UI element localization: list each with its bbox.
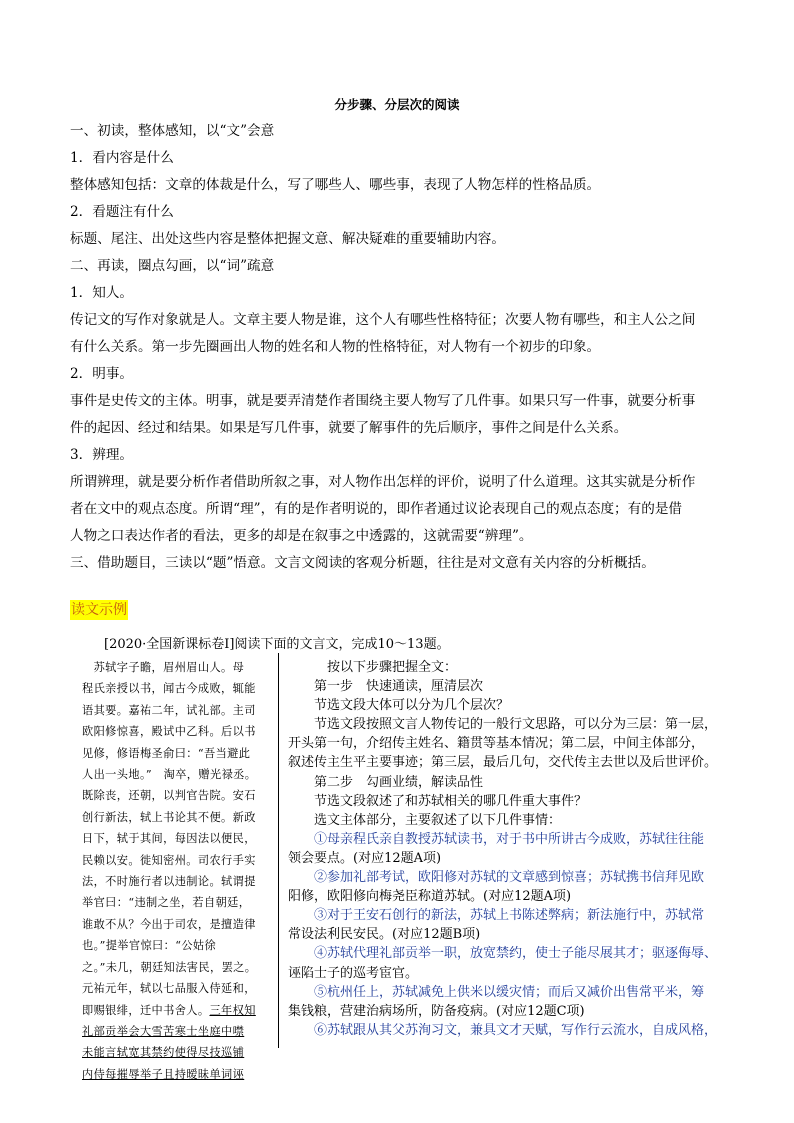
classical-text-column — [82, 657, 274, 1085]
classical-text-line: 既除丧，还朝，以判官告院。安石 — [82, 789, 256, 803]
analysis-text-line: 领会要点。(对应12题A项) — [288, 850, 442, 866]
classical-text-line: 人出一头地。” 淘卒，赠光禄丞。 — [82, 768, 257, 782]
analysis-text-line: 阳修，欧阳修向梅尧臣称道苏轼。(对应12题A项) — [288, 889, 572, 905]
analysis-text-line: 节选文段按照文言人物传记的一般行文思路，可以分为三层：第一层， — [288, 717, 718, 733]
classical-text-line: 也。”提举官惊曰：“公姑徐 — [82, 939, 217, 953]
classical-text-line: 之。”未几，朝廷知法害民，罢之。 — [82, 960, 257, 974]
analysis-point-line: ⑤杭州任上，苏轼减免上供米以缓灾情；而后又减价出售常平米，筹 — [288, 984, 705, 1000]
subheading-notes: 2．看题注有什么 — [70, 204, 174, 220]
classical-text-line: 创行新法，轼上书论其不便。新政 — [82, 810, 256, 824]
classical-text-line: 法，不时施行者以违制论。轼谓提 — [82, 875, 256, 889]
analysis-text-line: 叙述传主生平主要事迹；第三层，最后几句，交代传主去世以及后世评价。 — [288, 755, 718, 771]
classical-text-line: 语其要。嘉祐二年，试礼部。主司 — [82, 703, 256, 717]
analysis-point-line: ④苏轼代理礼部贡举一职，放宽禁约，使士子能尽展其才；驱逐侮辱、 — [288, 946, 718, 962]
classical-text-line: 日下，轼于其间，每因法以便民， — [82, 832, 256, 846]
paragraph-line: 件的起因、经过和结果。如果是写几件事，就要了解事件的先后顺序，事件之间是什么关系。 — [70, 420, 628, 436]
analysis-text-line: 开头第一句，介绍传主姓名、籍贯等基本情况；第二层，中间主体部分， — [288, 736, 705, 752]
analysis-text-line: 节选文段叙述了和苏轼相关的哪几件重大事件？ — [288, 793, 588, 809]
classical-text-line-partial-underline — [82, 1000, 274, 1021]
analysis-point-line: ①母亲程氏亲自教授苏轼读书，对于书中所讲古今成败，苏轼往往能 — [288, 831, 705, 847]
underlined-segment: 三年权知 — [209, 1003, 256, 1017]
exercise-source-line: [2020·全国新课标卷Ⅰ]阅读下面的文言文，完成10～13题。 — [104, 637, 450, 652]
underlined-text-line: 内侍每摧辱举子且持暧昧单词诬 — [82, 1067, 245, 1081]
analysis-text-line: 第二步 勾画业绩，解读品性 — [288, 774, 484, 790]
subheading-content: 1．看内容是什么 — [70, 150, 174, 166]
paragraph-content: 整体感知包括：文章的体裁是什么，写了哪些人、哪些事，表现了人物怎样的性格品质。 — [70, 177, 601, 193]
underlined-text-line: 未能言轼宽其禁约使得尽技巡铺 — [82, 1046, 245, 1060]
analysis-point-line: ⑥苏轼跟从其父苏洵习文，兼具文才天赋，写作行云流水，自成风格， — [288, 1022, 718, 1038]
analysis-text-line: 集钱粮，营建治病场所，防备疫病。(对应12题C项) — [288, 1003, 585, 1019]
column-divider — [278, 653, 279, 1048]
paragraph-line: 者在文中的观点态度。所谓“理”，有的是作者明说的，即作者通过议论表现自己的观点态度；有的是借 — [70, 501, 683, 517]
classical-text-line: 苏轼字子瞻，眉州眉山人。母 — [82, 661, 245, 674]
heading-second-reading: 二、再读，圈点勾画，以“词”疏意 — [70, 258, 275, 274]
paragraph-line: 事件是史传文的主体。明事，就是要弄清楚作者围绕主要人物写了几件事。如果只写一件事，就要分析事 — [70, 393, 696, 409]
guide-text — [70, 118, 725, 577]
paragraph-line: 传记文的写作对象就是人。文章主要人物是谁，这个人有哪些性格特征；次要人物有哪些，和主人公之间 — [70, 312, 696, 328]
classical-text-line: 举官曰：“违制之坐，若自朝廷， — [82, 896, 251, 910]
classical-text-line: 元祐元年，轼以七品服入侍延和， — [82, 982, 256, 996]
underlined-text-line: 礼部贡举会大雪苦寒士坐庭中噤 — [82, 1024, 245, 1038]
page-title: 分步骤、分层次的阅读 — [334, 97, 460, 112]
classical-text-line: 民赖以安。徙知密州。司农行手实 — [82, 853, 256, 867]
heading-third-reading: 三、借助题目，三读以“题”悟意。文言文阅读的客观分析题，往往是对文意有关内容的分析概括。 — [70, 555, 655, 571]
paragraph-line: 有什么关系。第一步先圈画出人物的姓名和人物的性格特征，对人物有一个初步的印象。 — [70, 339, 601, 355]
classical-text-line: 程氏亲授以书，闻古今成败，辄能 — [82, 682, 256, 696]
paragraph-notes: 标题、尾注、出处这些内容是整体把握文意、解决疑难的重要辅助内容。 — [70, 231, 505, 247]
analysis-text-line: 常设法利民安民。(对应12题B项) — [288, 927, 481, 943]
analysis-point-line: ②参加礼部考试，欧阳修对苏轼的文章感到惊喜；苏轼携书信拜见欧 — [288, 870, 705, 886]
heading-first-reading: 一、初读，整体感知，以“文”会意 — [70, 123, 275, 139]
classical-text-line: 谁敢不从？今出于司农，是擅造律 — [82, 917, 256, 931]
analysis-text-line: 第一步 快速通读，厘清层次 — [288, 679, 484, 695]
subheading-know-person: 1．知人。 — [70, 285, 134, 301]
classical-text-line: 见修，修语梅圣俞曰：“吾当避此 — [82, 746, 251, 760]
subheading-reasoning: 3．辨理。 — [70, 447, 134, 463]
plain-segment: 即赐银绯，迁中书舍人。 — [82, 1003, 210, 1017]
subheading-know-events: 2．明事。 — [70, 366, 134, 382]
paragraph-line: 所谓辨理，就是要分析作者借助所叙之事，对人物作出怎样的评价，说明了什么道理。这其实就是分析作 — [70, 474, 696, 490]
analysis-text-line: 节选文段大体可以分为几个层次？ — [288, 698, 510, 714]
classical-text-line: 欧阳修惊喜，殿试中乙科。后以书 — [82, 725, 256, 739]
analysis-text-line: 选文主体部分，主要叙述了以下几件事情： — [288, 812, 562, 828]
analysis-point-line: ③对于王安石创行的新法，苏轼上书陈述弊病；新法施行中，苏轼常 — [288, 908, 705, 924]
analysis-text-line: 诬陷士子的巡考宦官。 — [288, 965, 419, 981]
paragraph-line: 人物之口表达作者的看法，更多的却是在叙事之中透露的，这就需要“辨理”。 — [70, 528, 533, 544]
example-label: 读文示例 — [71, 602, 127, 618]
analysis-text-line: 按以下步骤把握全文： — [288, 660, 458, 675]
analysis-column — [288, 658, 740, 1040]
